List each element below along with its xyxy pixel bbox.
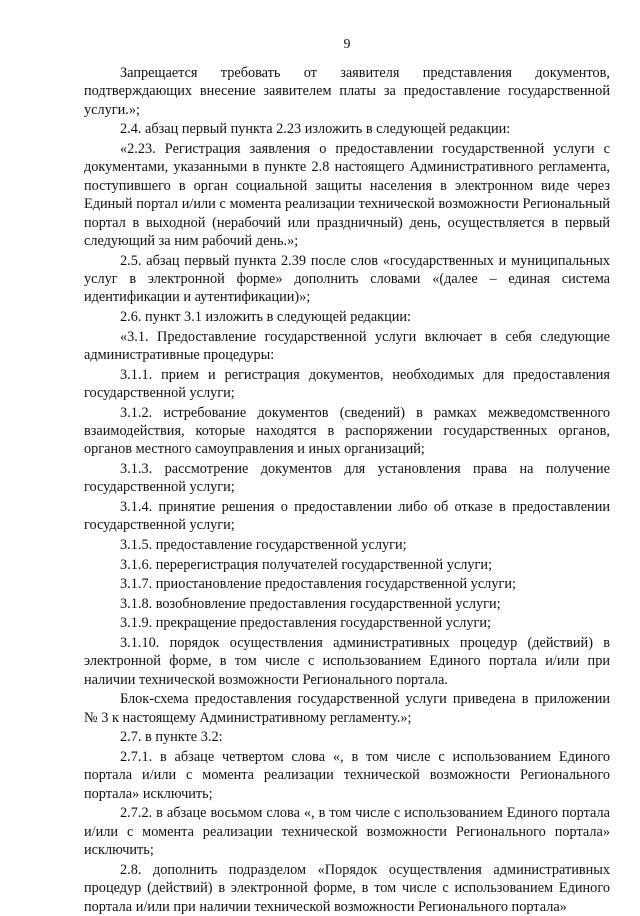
paragraph: 2.8. дополнить подразделом «Порядок осуществления административных процедур (действий) в электронной форме, в том числе с использованием Единого портала и/или при наличии технической возможности Регионального портала»	[84, 861, 610, 915]
paragraph: 2.7.1. в абзаце четвертом слова «, в том числе с использованием Единого портала и/или с момента реализации технической возможности Регионального портала» исключить;	[84, 749, 610, 802]
paragraph: 3.1.2. истребование документов (сведений) в рамках межведомственного взаимодействия, которые находятся в распоряжении государственных органов, органов местного самоуправления и иных организаций;	[84, 404, 610, 458]
paragraph: 2.6. пункт 3.1 изложить в следующей редакции:	[120, 309, 412, 326]
paragraph: 3.1.3. рассмотрение документов для установления права на получение государственной услуги;	[84, 461, 610, 496]
paragraph: «3.1. Предоставление государственной услуги включает в себя следующие административные процедуры:	[84, 328, 610, 364]
paragraph: 3.1.6. перерегистрация получателей государственной услуги;	[120, 556, 493, 573]
paragraph: 2.7.2. в абзаце восьмом слова «, в том числе с использованием Единого портала и/или с момента реализации технической возможности Регионального портала» исключить;	[84, 805, 610, 859]
paragraph: 2.7. в пункте 3.2:	[120, 729, 223, 746]
document-body	[84, 64, 610, 916]
paragraph: 3.1.7. приостановление предоставления государственной услуги;	[120, 576, 516, 593]
paragraph: Блок-схема предоставления государственной услуги приведена в приложении № 3 к настоящему Административному регламенту.»;	[84, 691, 610, 726]
paragraph: Запрещается требовать от заявителя представления документов, подтверждающих внесение заявителем платы за предоставление государственной услуги.»;	[84, 65, 610, 118]
paragraph: «2.23. Регистрация заявления о предоставлении государственной услуги с документами, указанными в пункте 2.8 настоящего Административного регламента, поступившего в орган социальной защиты населения в электронном виде через Единый портал и/или с момента реализации технической возможности Региональный портал в выходной (нерабочий или праздничный) день, осуществляется в первый следующий за ним рабочий день.»;	[84, 141, 610, 250]
paragraph: 3.1.5. предоставление государственной услуги;	[120, 537, 407, 554]
paragraph: 3.1.9. прекращение предоставления государственной услуги;	[120, 615, 491, 632]
paragraph: 3.1.8. возобновление предоставления государственной услуги;	[120, 595, 501, 612]
paragraph: 3.1.1. прием и регистрация документов, необходимых для предоставления государственной услуги;	[84, 366, 610, 402]
page-number: 9	[343, 37, 351, 52]
paragraph: 3.1.4. принятие решения о предоставлении либо об отказе в предоставлении государственной услуги;	[84, 499, 610, 534]
paragraph: 2.5. абзац первый пункта 2.39 после слов «государственных и муниципальных услуг в электронной форме» дополнить словами «(далее – единая система идентификации и аутентификации)»;	[84, 252, 610, 306]
paragraph: 2.4. абзац первый пункта 2.23 изложить в следующей редакции:	[120, 121, 511, 138]
paragraph: 3.1.10. порядок осуществления административных процедур (действий) в электронной форме, в том числе с использованием Единого портала и/или при наличии технической возможности Регионального портала.	[84, 635, 610, 688]
